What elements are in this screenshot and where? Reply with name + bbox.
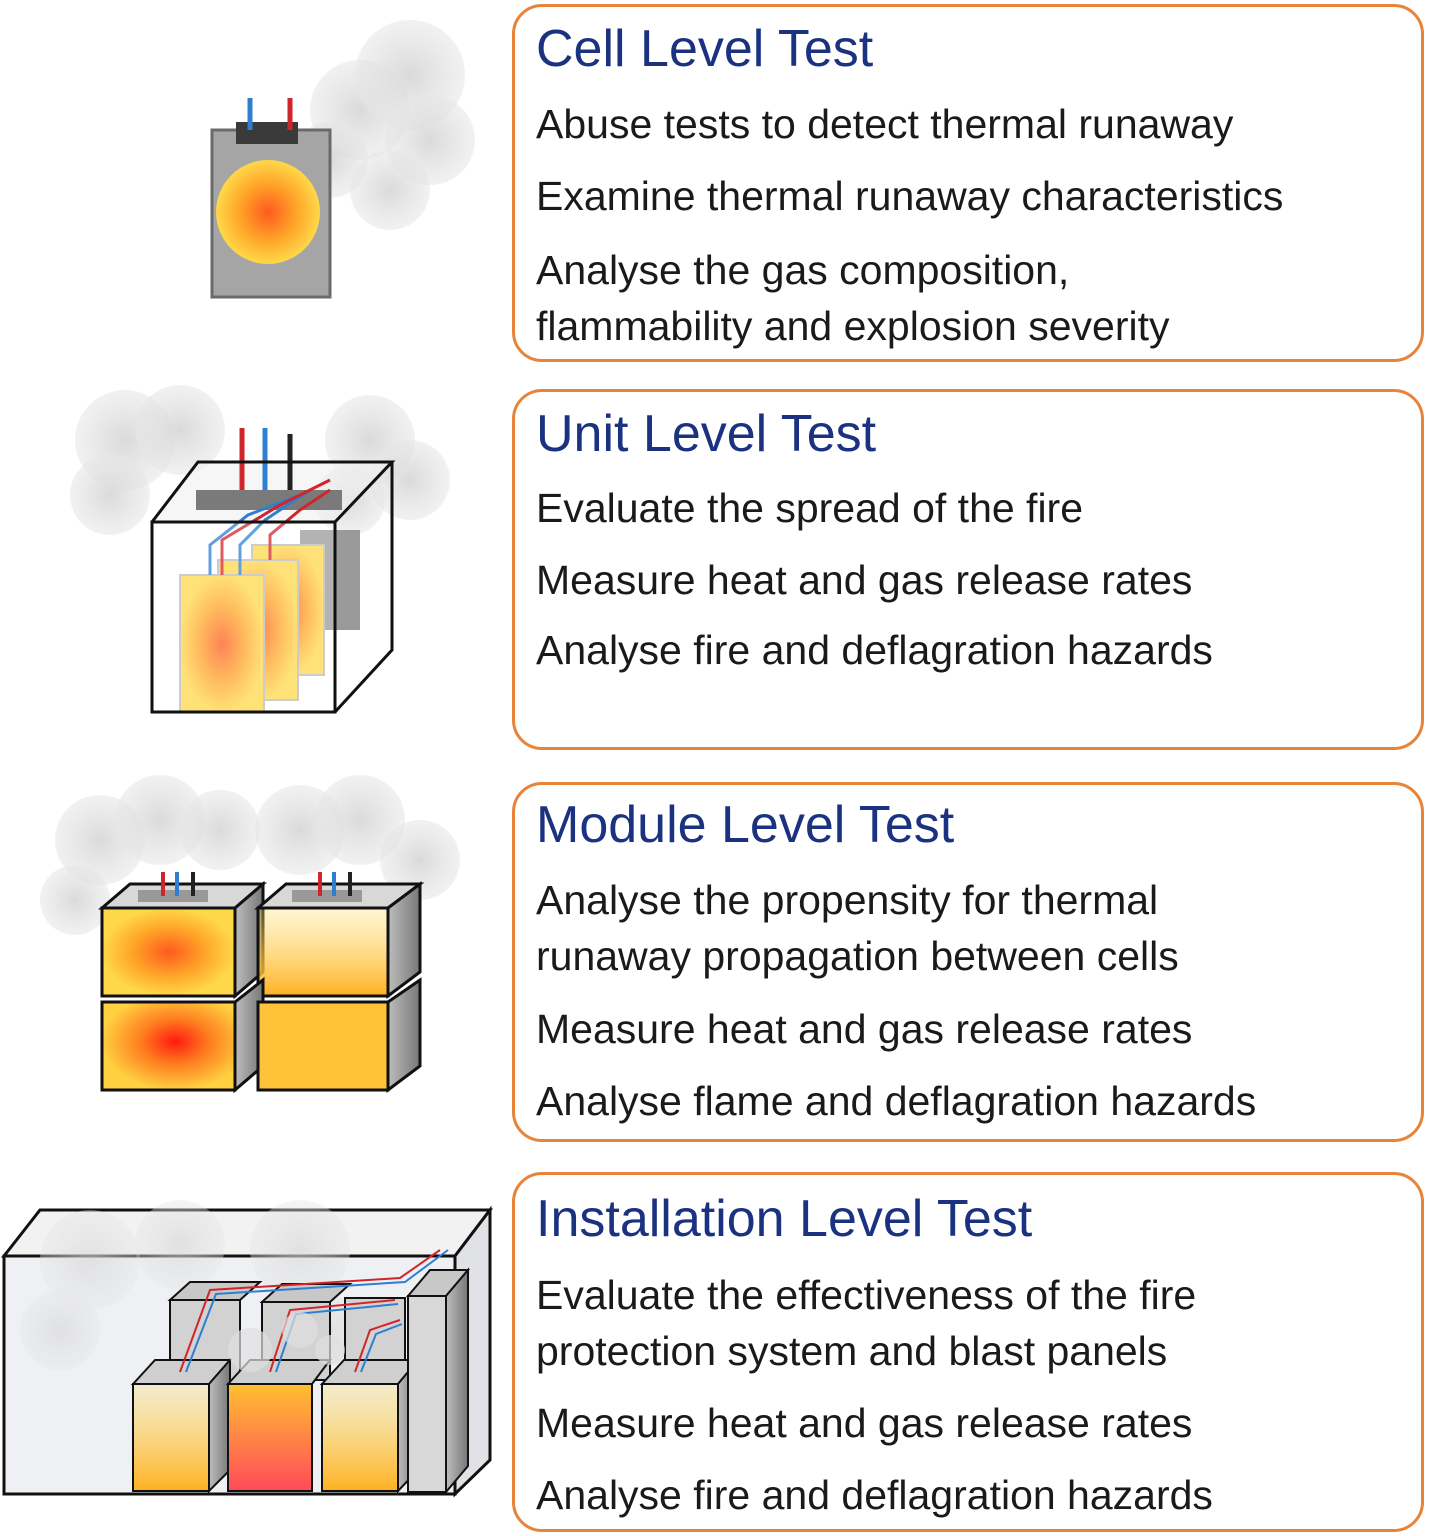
panel-bullet: Evaluate the effectiveness of the fire protection system and blast panels [536,1272,1197,1374]
panel-title: Module Level Test [536,796,955,854]
panel-bullet: Measure heat and gas release rates [536,1006,1193,1052]
rack [322,1360,418,1491]
panel-title: Installation Level Test [536,1190,1033,1248]
panel-bullet: Measure heat and gas release rates [536,557,1193,603]
panel-bullet: Measure heat and gas release rates [536,1400,1193,1446]
panel-bullet: Analyse flame and deflagration hazards [536,1078,1257,1124]
panel-bullet: Analyse fire and deflagration hazards [536,627,1213,673]
module-illustration [40,775,460,1090]
installation-illustration [4,1200,490,1494]
rack [133,1360,230,1491]
module-box [258,884,420,996]
panel-unit-level [512,389,1424,750]
illustrations [0,0,510,1536]
panel-title: Unit Level Test [536,405,877,463]
panel-bullet: Abuse tests to detect thermal runaway [536,101,1234,147]
module-box [102,884,263,996]
unit-illustration [70,385,450,712]
cell-illustration [212,20,475,297]
panel-cell-level [512,4,1424,362]
panel-bullet: Analyse fire and deflagration hazards [536,1472,1213,1518]
panel-bullet: Analyse the gas composition, flammability and explosion severity [536,247,1170,349]
panel-installation-level [512,1172,1424,1532]
heat-spot [216,160,320,264]
panel-bullet: Analyse the propensity for thermal runaway propagation between cells [536,877,1179,979]
panel-bullet: Examine thermal runaway characteristics [536,173,1284,219]
panel-bullet: Evaluate the spread of the fire [536,485,1084,531]
panel-module-level [512,782,1424,1142]
panel-title: Cell Level Test [536,20,874,78]
control-cabinet [408,1296,446,1492]
